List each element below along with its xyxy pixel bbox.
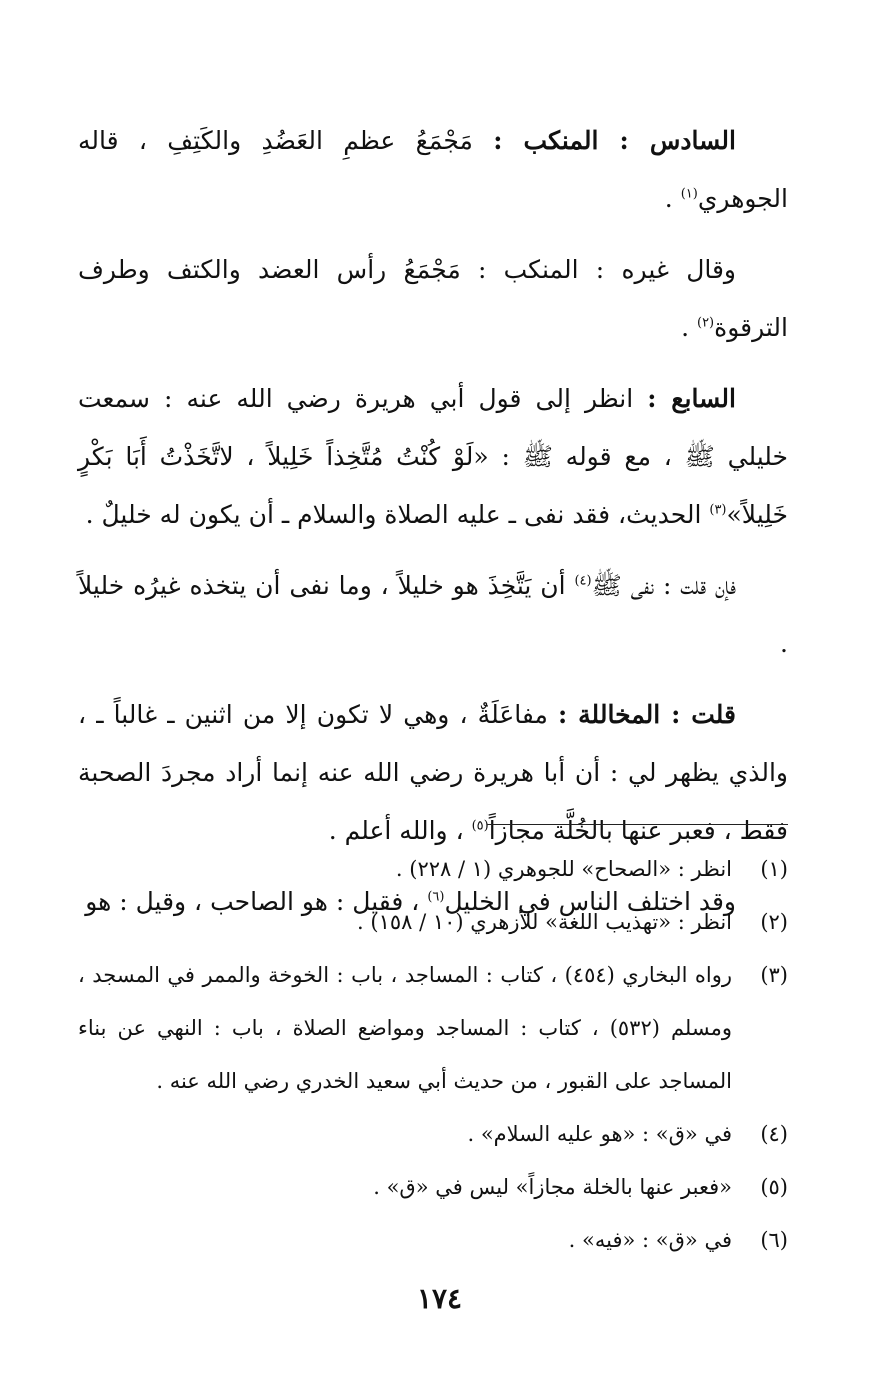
footnote-text: انظر : «الصحاح» للجوهري (١ / ٢٢٨) . bbox=[395, 857, 732, 881]
paragraph-tail: . bbox=[681, 313, 697, 342]
paragraph-lead: قلت : المخاللة : bbox=[558, 700, 736, 729]
footnotes bbox=[78, 843, 788, 1267]
footnote-text: رواه البخاري (٤٥٤) ، كتاب : المساجد ، باب : الخوخة والممر في المسجد ، ومسلم (٥٣٢) ، كتاب : المساجد ومواضع الصلاة ، باب : النهي عن بناء المساجد على القبور ، من حديث أبي سعيد الخدري رضي الله عنه . bbox=[78, 963, 733, 1093]
footnote-marker[interactable]: (٢) bbox=[696, 315, 715, 331]
footnote-marker[interactable]: (٤) bbox=[574, 573, 592, 589]
paragraph-text: انظر إلى قول أبي هريرة رضي الله عنه : سمعت خليلي ﷺ ، مع قوله ﷺ : «لَوْ كُنْتُ مُتَّخِذاً خَلِيلاً ، لاتَّخَذْتُ أَبَا بَكْرٍ خَلِيلاً» bbox=[78, 384, 788, 529]
footnote-item bbox=[78, 1108, 788, 1161]
footnote-number: (٢) bbox=[760, 910, 788, 934]
footnote-item bbox=[78, 1214, 788, 1267]
footnote-marker[interactable]: (٦) bbox=[427, 889, 445, 905]
paragraph-tail: ، فقيل : هو الصاحب ، وقيل : هو bbox=[85, 887, 428, 916]
footnote-marker[interactable]: (١) bbox=[680, 186, 698, 202]
paragraph-objection bbox=[78, 557, 788, 673]
paragraph-text: فإن قلت : نفى ﷺ bbox=[591, 571, 737, 600]
paragraph-tail: . bbox=[664, 184, 681, 213]
page-number: ١٧٤ bbox=[416, 1282, 463, 1315]
footnote-item bbox=[78, 896, 788, 949]
paragraph-tail: أن يَتَّخِذَ هو خليلاً ، وما نفى أن يتخذه غيرُه خليلاً . bbox=[78, 571, 788, 658]
paragraph-reply bbox=[78, 686, 788, 860]
footnote-number: (٤) bbox=[760, 1122, 788, 1146]
footnote-item bbox=[78, 1161, 788, 1214]
main-text bbox=[78, 112, 788, 944]
footnote-text: في «ق» : «هو عليه السلام» . bbox=[467, 1122, 732, 1146]
footnote-number: (٦) bbox=[760, 1228, 788, 1252]
footnote-marker[interactable]: (٣) bbox=[709, 502, 727, 518]
footnote-text: «فعبر عنها بالخلة مجازاً» ليس في «ق» . bbox=[373, 1175, 732, 1199]
paragraph-other-definition bbox=[78, 241, 788, 357]
footnote-item bbox=[78, 843, 788, 896]
footnote-number: (٥) bbox=[760, 1175, 788, 1199]
footnote-text: في «ق» : «فيه» . bbox=[568, 1228, 732, 1252]
footnote-number: (٣) bbox=[760, 963, 788, 987]
footnote-number: (١) bbox=[760, 857, 788, 881]
footnote-divider bbox=[487, 824, 788, 825]
footnote-item bbox=[78, 949, 788, 1108]
paragraph-sixth bbox=[78, 112, 788, 228]
paragraph-lead: السابع : bbox=[647, 384, 736, 413]
paragraph-text: مَجْمَعُ عظمِ العَضُدِ والكَتِفِ ، قاله الجوهري bbox=[78, 126, 788, 213]
footnote-text: انظر : «تهذيب اللغة» للأزهري (١٠ / ١٥٨) . bbox=[357, 910, 732, 934]
paragraph-tail: الحديث، فقد نفى ـ عليه الصلاة والسلام ـ أن يكون له خليلٌ . bbox=[85, 500, 710, 529]
paragraph-text: وقد اختلف الناس في الخليل bbox=[444, 887, 736, 916]
footnote-marker[interactable]: (٥) bbox=[471, 818, 489, 834]
paragraph-seventh bbox=[78, 370, 788, 544]
paragraph-text: وقال غيره : المنكب : مَجْمَعُ رأس العضد والكتف وطرف الترقوة bbox=[78, 255, 788, 342]
paragraph-text: مفاعَلَةٌ ، وهي لا تكون إلا من اثنين ـ غالباً ـ ، والذي يظهر لي : أن أبا هريرة رضي الله عنه إنما أراد مجردَ الصحبة فقط ، فعبر عنها بالخُلَّة مجازاً bbox=[78, 700, 788, 845]
paragraph-tail: ، والله أعلم . bbox=[328, 816, 472, 845]
paragraph-lead: السادس : المنكب : bbox=[493, 126, 736, 155]
